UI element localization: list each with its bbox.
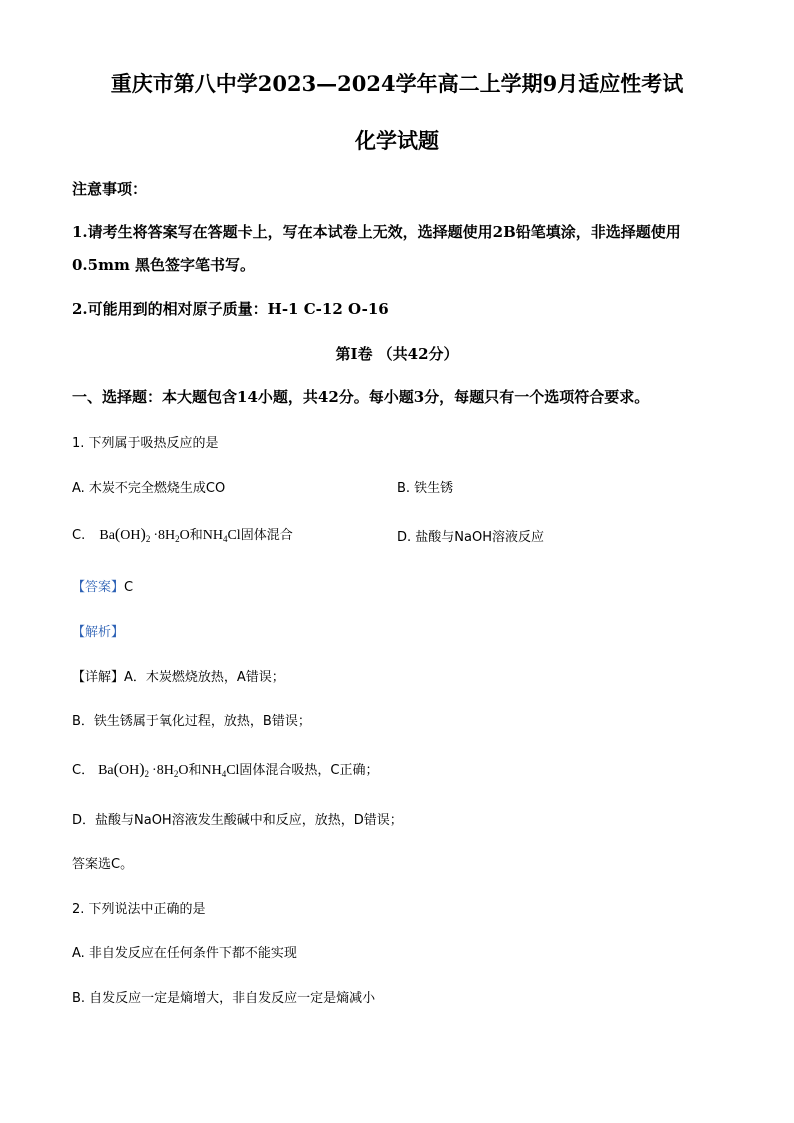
- exam-title: 重庆市第八中学2023—2024学年高二上学期9月适应性考试: [110, 71, 684, 96]
- analysis-tag: [72, 621, 124, 640]
- question-1-stem: 1. 下列属于吸热反应的是: [72, 436, 219, 451]
- question-1-option-a: A. 木炭不完全燃烧生成CO: [72, 481, 226, 496]
- answer-value: C: [124, 580, 134, 595]
- formula-barium-hydroxide: $Ba(OH)_2 \cdot 8H_2O$: [99, 526, 190, 544]
- question-1-option-b: B. 铁生锈: [397, 481, 454, 496]
- analysis-label: 【解析】: [72, 625, 125, 640]
- answer-tag: [72, 576, 133, 595]
- option-c-label: C.: [72, 528, 86, 543]
- volume-heading: 第Ⅰ卷 （共42分）: [335, 345, 459, 363]
- detail-c: C． $Ba(OH)_2 \cdot 8H_2O$和$NH_4Cl$固体混合吸热，C正确；: [72, 761, 379, 779]
- exam-subtitle: 化学试题: [355, 128, 439, 153]
- question-2-option-b: B. 自发反应一定是熵增大，非自发反应一定是熵减小: [72, 991, 376, 1006]
- notes-item-1-line-2: 0.5mm 黑色签字笔书写。: [72, 256, 256, 274]
- formula-ammonium-chloride: $NH_4Cl$: [202, 528, 241, 544]
- answer-label: 【答案】: [72, 580, 125, 595]
- question-1-option-c: C. $Ba(OH)_2 \cdot 8H_2O$和$NH_4Cl$固体混合: [72, 526, 293, 544]
- notes-heading: 注意事项：: [72, 180, 148, 198]
- answer-conclusion: 答案选C。: [72, 857, 134, 872]
- question-2-stem: 2. 下列说法中正确的是: [72, 902, 206, 917]
- notes-item-2: 2.可能用到的相对原子质量：H-1 C-12 O-16: [72, 300, 389, 318]
- notes-item-1-line-1: 1.请考生将答案写在答题卡上，写在本试卷上无效，选择题使用2B铅笔填涂，非选择题使用: [72, 223, 681, 241]
- question-2-option-a: A. 非自发反应在任何条件下都不能实现: [72, 946, 297, 961]
- formula-barium-hydroxide: $Ba(OH)_2 \cdot 8H_2O$: [98, 761, 189, 779]
- detail-a: 【详解】A．木炭燃烧放热，A错误；: [72, 670, 285, 685]
- formula-ammonium-chloride: $NH_4Cl$: [201, 763, 240, 779]
- detail-d: D．盐酸与NaOH溶液发生酸碱中和反应，放热，D错误；: [72, 813, 403, 828]
- question-1-option-d: D. 盐酸与NaOH溶液反应: [397, 530, 544, 545]
- part-heading: 一、选择题：本大题包含14小题，共42分。每小题3分，每题只有一个选项符合要求。: [72, 388, 650, 406]
- detail-b: B．铁生锈属于氧化过程，放热，B错误；: [72, 714, 311, 729]
